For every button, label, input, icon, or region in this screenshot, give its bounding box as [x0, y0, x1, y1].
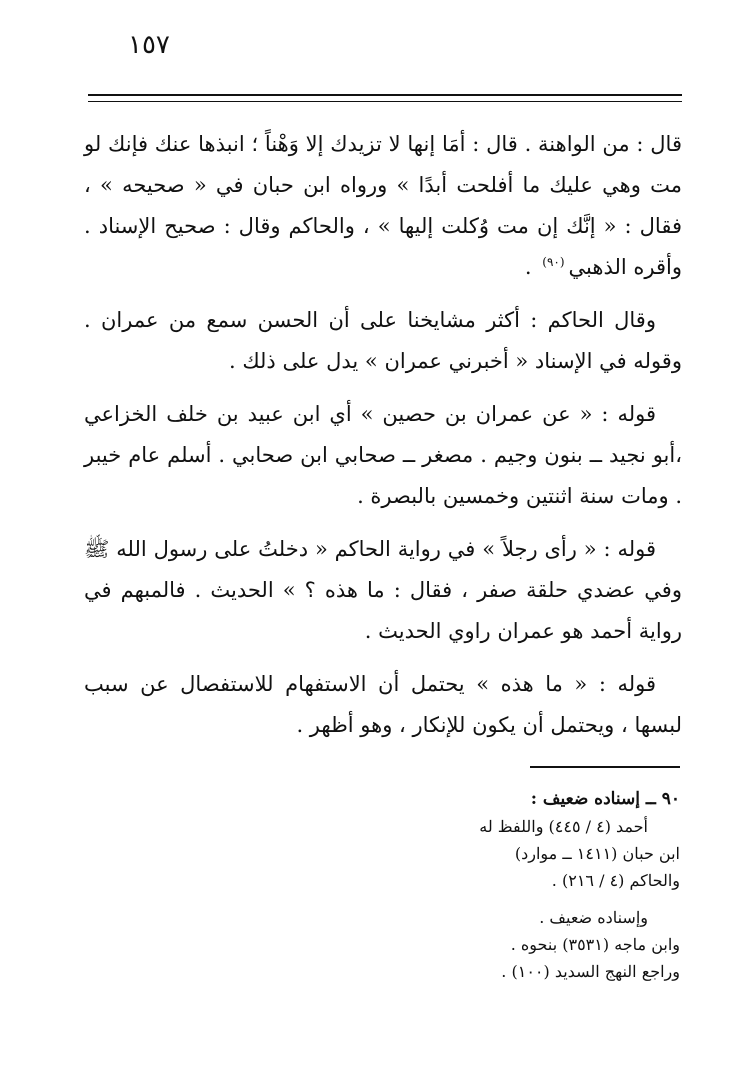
header-rule	[88, 94, 682, 96]
main-text	[84, 124, 682, 758]
paragraph-2: وقال الحاكم : أكثر مشايخنا على أن الحسن سمع من عمران . وقوله في الإسناد « أخبرني عمران » يدل على ذلك .	[84, 308, 682, 373]
footnote-separator	[530, 766, 680, 768]
footnote-line: ابن حبان (١٤١١ ــ موارد)	[514, 844, 680, 863]
footnote-line: وابن ماجه (٣٥٣١) بنحوه .	[510, 935, 680, 954]
footnote-line: وراجع النهج السديد (١٠٠) .	[501, 962, 680, 981]
paragraph-3: قوله : « عن عمران بن حصين » أي ابن عبيد بن خلف الخزاعي ،أبو نجيد ــ بنون وجيم . مصغر ــ صحابي ابن صحابي . أسلم عام خيبر . ومات سنة اثنتين وخمسين بالبصرة .	[84, 402, 682, 508]
paragraph-5: قوله : « ما هذه » يحتمل أن الاستفهام للاستفصال عن سبب لبسها ، ويحتمل أن يكون للإنكار ، وهو أظهر .	[84, 672, 682, 737]
paragraph-4: قوله : « رأى رجلاً » في رواية الحاكم « دخلتُ على رسول الله ﷺ وفي عضدي حلقة صفر ، فقال : ما هذه ؟ » الحديث . فالمبهم في رواية أحمد هو عمران راوي الحديث .	[84, 537, 682, 643]
footnote-line: والحاكم (٤ / ٢١٦) .	[551, 871, 680, 890]
paragraph-1	[84, 124, 682, 288]
page-number: ١٥٧	[128, 30, 170, 60]
footnote-block	[240, 786, 680, 985]
footnote-title: ٩٠ ــ إسناده ضعيف :	[530, 789, 680, 809]
header-rule-thin	[88, 101, 682, 102]
footnote-reference[interactable]: (٩٠)	[542, 255, 565, 269]
paragraph-1-end: .	[524, 255, 539, 279]
paragraph-1-text: قال : من الواهنة . قال : أمَا إنها لا تزيدك إلا وَهْناً ؛ انبذها عنك فإنك لو مت وهي عليك ما أفلحت أبدًا » ورواه ابن حبان في « صحيحه » ، فقال : « إنَّك إن مت وُكلت إليها » ، والحاكم وقال : صحيح الإسناد . وأقره الذهبي	[84, 132, 682, 279]
footnote-line: أحمد (٤ / ٤٤٥) واللفظ له	[479, 817, 648, 836]
footnote-line: وإسناده ضعيف .	[539, 908, 648, 927]
